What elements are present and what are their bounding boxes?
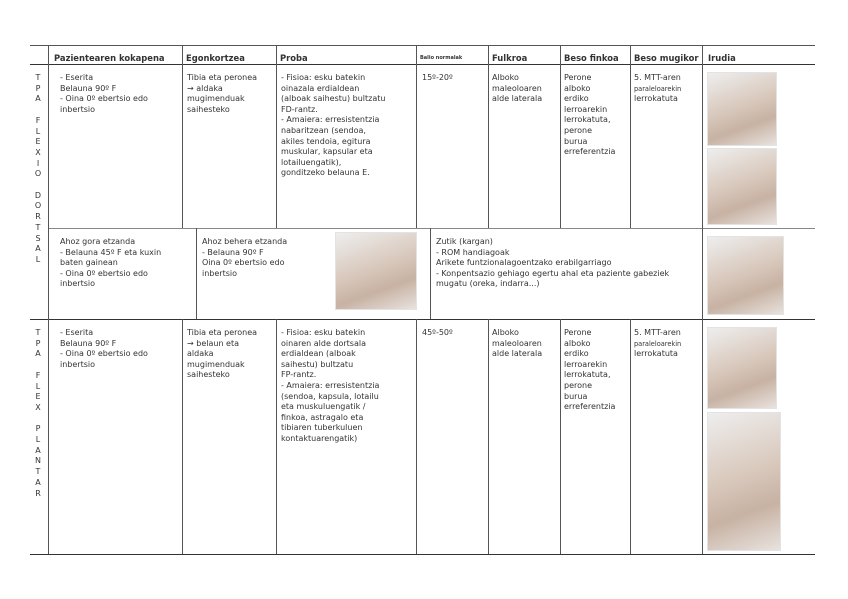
row3-stabilization: Tibia eta peronea → belaun eta aldaka mugimenduak saihesteko [187,328,258,380]
col-divider-1 [48,45,49,554]
col-divider-3b [276,319,277,554]
row3-fulcrum: Alboko maleoloaren alde laterala [492,328,543,359]
row1-mobile-arm: 5. MTT-aren paraleloarekin lerrokatuta [634,73,682,104]
row2-bottom-border [30,319,815,320]
header-mobile-arm: Beso mugikor [634,53,699,63]
col-divider-6b [560,319,561,554]
header-fixed-arm: Beso finkoa [564,53,619,63]
col-divider-2b [182,319,183,554]
header-stabilization: Egonkortzea [186,53,245,63]
row2-divider-b [430,228,431,319]
header-image: Irudia [708,53,736,63]
row2-stabilization: Ahoz behera etzanda - Belauna 90º F Oina 0º ebertsio edo inbertsio [202,237,288,278]
col-divider-8 [702,45,703,554]
col-divider-6 [560,45,561,228]
col-divider-2 [182,45,183,228]
col-divider-3 [276,45,277,228]
col-divider-5b [488,319,489,554]
row3-test: - Fisioa: esku batekin oinaren alde dortsala erdialdean (alboak saihestu) bultzatu FP-rantz. - Amaiera: erresistentzia (sendoa, kapsula, lotailu eta muskuluengatik / finkoa, astragalo eta tibiaren tuberkuluen kontaktuarengatik) [281,328,380,443]
row1-test: - Fisioa: esku batekin oinazala erdialdean (alboak saihestu) bultzatu FD-rantz. - Amaiera: erresistentzia nabaritzean (sendoa, akiles tendoia, egitura muskular, kapsular eta lotailuengatik), gonditzeko belauna E. [281,73,386,178]
row1-photo-bottom [707,148,777,225]
col-divider-4b [416,319,417,554]
table-bottom-border [30,554,815,555]
row1-fixed-arm: Perone alboko erdiko lerroarekin lerrokatuta, perone burua erreferentzia [564,73,616,157]
col-divider-5 [488,45,489,228]
row2-position: Ahoz gora etzanda - Belauna 45º F eta kuxin baten gainean - Oina 0º ebertsio edo inbertsio [60,237,162,289]
row2-photo-middle [335,232,417,310]
row2-notes: Zutik (kargan) - ROM handiagoak Arikete funtzionalagoentzako erabilgarriago - Konpentsazio gehiago egertu ahal eta paziente gabeziek mugatu (oreka, indarra...) [436,237,670,289]
table-top-border [30,45,815,46]
header-bottom-border [30,64,815,65]
row3-fixed-arm: Perone alboko erdiko lerroarekin lerrokatuta, perone burua erreferentzia [564,328,616,412]
row1-sub-divider [48,228,815,229]
col-divider-4 [416,45,417,228]
row2-divider-a [196,228,197,319]
row1-stabilization: Tibia eta peronea → aldaka mugimenduak saihesteko [187,73,258,114]
row3-mobile-arm: 5. MTT-aren paraleloarekin lerrokatuta [634,328,682,359]
header-test: Proba [280,53,308,63]
row1-photo-top [707,72,777,146]
row1-normal-values: 15º-20º [422,73,453,82]
row1-fulcrum: Alboko maleoloaren alde laterala [492,73,543,104]
row1-position: - Eserita Belauna 90º F - Oina 0º ebertsio edo inbertsio [60,73,148,114]
row2-photo-right [707,236,784,315]
row3-photo-top [707,327,777,409]
row3-normal-values: 45º-50º [422,328,453,337]
row3-vertical-label: T P A F L E X P L A N T A R [35,328,41,498]
col-divider-7b [630,319,631,554]
row3-photo-bottom [707,412,781,551]
header-fulcrum: Fulkroa [492,53,528,63]
row3-position: - Eserita Belauna 90º F - Oina 0º ebertsio edo inbertsio [60,328,148,369]
header-position: Pazientearen kokapena [54,53,165,63]
col-divider-7 [630,45,631,228]
row1-vertical-label: T P A F L E X I O D O R T S A L [34,73,42,264]
header-normal-values: Balio normalak [420,55,463,61]
